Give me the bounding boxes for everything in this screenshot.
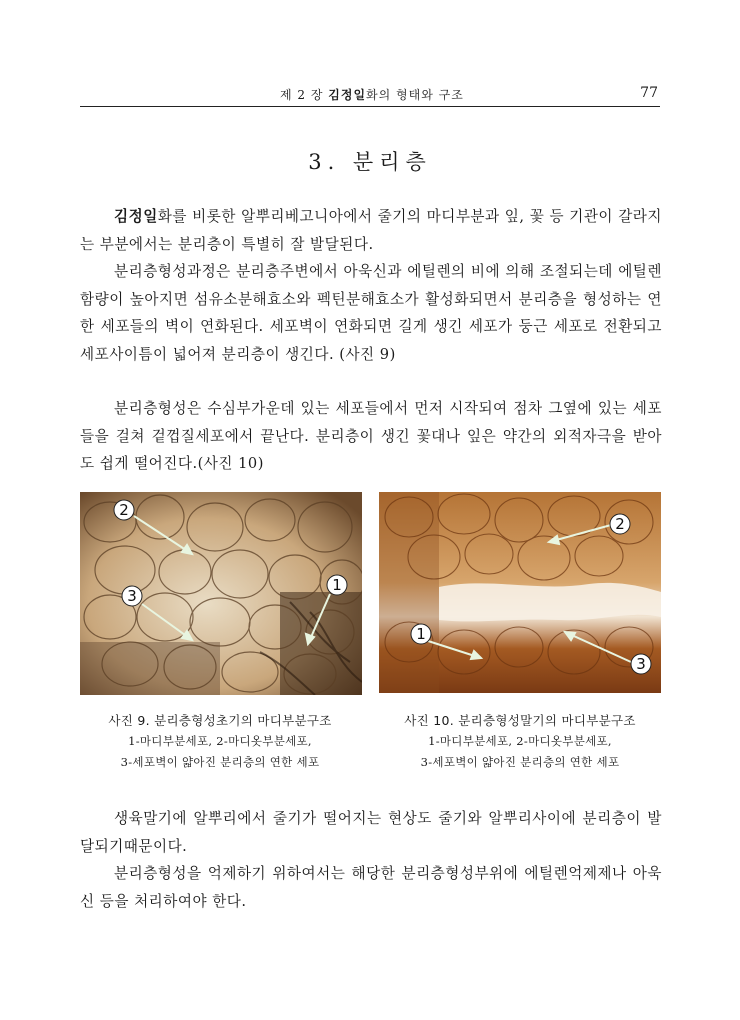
- photo-10-caption-title: 사진 10. 분리층형성말기의 마디부분구조: [404, 713, 636, 728]
- paragraph-2: 분리층형성과정은 분리층주변에서 아욱신과 에틸렌의 비에 의해 조절되는데 에틸렌함량이 높아지면 섬유소분해효소와 펙틴분해효소가 활성화되면서 분리층을 형성하는 연한 세포들의 벽이 연화된다. 세포벽이 연화되면 길게 생긴 세포가 둥근 세포로 전환되고 세포사이틈이 넓어져 분리층이 생긴다. (사진 9): [80, 263, 662, 363]
- photo-9-caption: [70, 710, 370, 773]
- photo-10-caption: [370, 710, 670, 773]
- photo-10-marker-3: [631, 654, 651, 674]
- photo-9-caption-line-2: 3-세포벽이 얇아진 분리층의 연한 세포: [120, 755, 320, 769]
- photo-9-micrograph: [80, 492, 362, 695]
- photo-9-marker-2: [114, 500, 134, 520]
- photo-10-caption-line-2: 3-세포벽이 얇아진 분리층의 연한 세포: [420, 755, 620, 769]
- photo-9-caption-line-1: 1-마디부분세포, 2-마디옷부분세포,: [128, 734, 312, 748]
- photo-9-image: [80, 492, 362, 695]
- svg-text:3: 3: [127, 587, 137, 605]
- paragraph-5: 분리층형성을 억제하기 위하여서는 해당한 분리층형성부위에 에틸렌억제제나 아욱신 등을 처리하여야 한다.: [80, 865, 662, 910]
- svg-text:3: 3: [636, 655, 646, 673]
- photo-10-image: [379, 492, 661, 693]
- svg-text:1: 1: [416, 625, 426, 643]
- svg-text:2: 2: [615, 515, 625, 533]
- photo-9-marker-1: [327, 575, 347, 595]
- section-title: 3. 분리층: [308, 150, 432, 174]
- svg-text:2: 2: [119, 501, 129, 519]
- photo-10-marker-1: [411, 624, 431, 644]
- paragraph-1-bold: 김정일: [114, 208, 158, 225]
- photo-9-caption-title: 사진 9. 분리층형성초기의 마디부분구조: [108, 713, 332, 728]
- running-header: [80, 84, 660, 107]
- paragraph-3: 분리층형성은 수심부가운데 있는 세포들에서 먼저 시작되여 점차 그옆에 있는 세포들을 걸쳐 겉껍질세포에서 끝난다. 분리층이 생긴 꽃대나 잎은 약간의 외적자극을 받아도 쉽게 떨어진다.(사진 10): [80, 400, 662, 472]
- page-number: 77: [640, 85, 658, 101]
- paragraph-4: 생육말기에 알뿌리에서 줄기가 떨어지는 현상도 줄기와 알뿌리사이에 분리층이 발달되기때문이다.: [80, 810, 662, 855]
- svg-text:1: 1: [332, 576, 342, 594]
- photo-9-marker-3: [122, 586, 142, 606]
- photo-10-caption-line-1: 1-마디부분세포, 2-마디옷부분세포,: [428, 734, 612, 748]
- paragraph-1: 김정일화를 비롯한 알뿌리베고니아에서 줄기의 마디부분과 잎, 꽃 등 기관이 갈라지는 부분에서는 분리층이 특별히 잘 발달된다.: [80, 208, 662, 253]
- photo-10-micrograph: [379, 492, 661, 693]
- running-title: 제 2 장 김정일화의 형태와 구조: [280, 88, 464, 102]
- photo-10-marker-2: [610, 514, 630, 534]
- running-title-bold: 김정일: [328, 88, 367, 102]
